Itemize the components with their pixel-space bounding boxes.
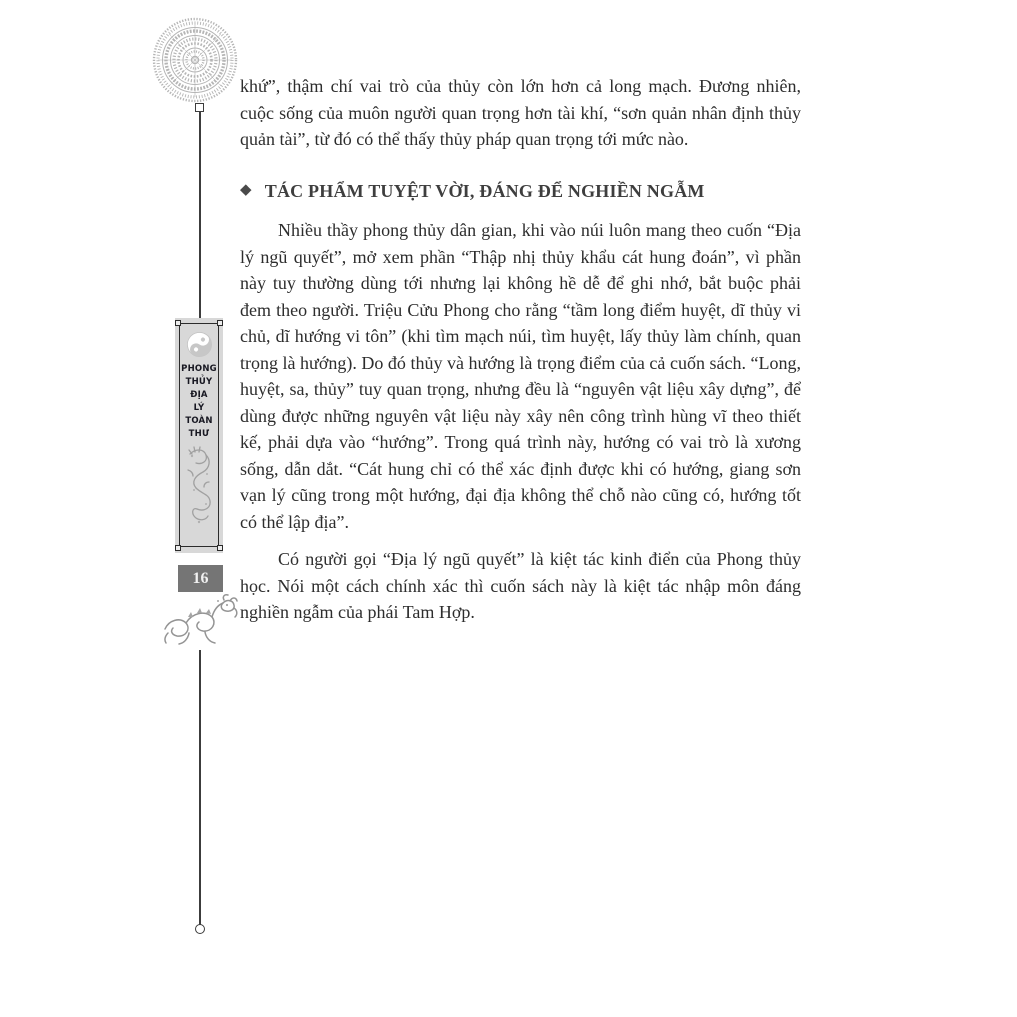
banner-word: THƯ bbox=[188, 429, 210, 439]
banner-corner-icon bbox=[175, 320, 181, 326]
banner-word: PHONG bbox=[181, 364, 217, 374]
banner-corner-icon bbox=[217, 545, 223, 551]
margin-rule-circle-cap bbox=[195, 924, 205, 934]
luopan-compass-emblem-icon bbox=[152, 15, 238, 105]
margin-rule-square-cap bbox=[195, 103, 204, 112]
banner-title-words bbox=[181, 363, 217, 441]
banner-frame bbox=[179, 323, 219, 547]
margin-dragon-icon bbox=[160, 593, 238, 651]
paragraph-continuation: khứ”, thậm chí vai trò của thủy còn lớn hơn cả long mạch. Đương nhiên, cuộc sống của muôn người quan trọng hơn tài khí, “sơn quản nhân định thủy quản tài”, từ đó có thể thấy thủy pháp quan trọng tới mức nào. bbox=[240, 76, 801, 149]
banner-word: ĐỊA bbox=[190, 390, 208, 400]
yin-yang-icon bbox=[186, 331, 213, 358]
banner-corner-icon bbox=[217, 320, 223, 326]
book-title-banner bbox=[175, 318, 223, 553]
page-number-badge bbox=[178, 565, 223, 592]
paragraph: Nhiều thầy phong thủy dân gian, khi vào núi luôn mang theo cuốn “Địa lý ngũ quyết”, mở xem phần “Thập nhị thủy khẩu cát hung đoán”, vì phần này tuy thường dùng tới nhưng lại không hề dễ để ghi nhớ, bắt buộc phải đem theo người. Triệu Cửu Phong cho rằng “tầm long điểm huyệt, dĩ thủy vi chủ, dĩ hướng vi tôn” (khi tìm mạch núi, tìm huyệt, lấy thủy làm chính, quan trọng là hướng). Do đó thủy và hướng là trọng điểm của cả cuốn sách. “Long, huyệt, sa, thủy” tuy quan trọng, nhưng đều là “nguyên vật liệu xây dựng”, để dùng được những nguyên vật liệu này xây nên công trình hùng vĩ theo thiết kế, phải dựa vào “hướng”. Trong quá trình này, hướng có vai trò là xương sống, dẫn dắt. “Cát hung chỉ có thể xác định được khi có hướng, giang sơn vạn lý cũng trong một hướng, đại địa không thể chỗ nào cũng có, hướng tốt có thể lập địa”. bbox=[240, 220, 801, 532]
section-heading-label: TÁC PHẨM TUYỆT VỜI, ĐÁNG ĐỂ NGHIỀN NGẪM bbox=[264, 180, 705, 201]
margin-rule-line-top bbox=[199, 112, 201, 320]
banner-word: LÝ bbox=[193, 403, 205, 413]
page-number: 16 bbox=[192, 569, 209, 587]
section-heading bbox=[240, 178, 801, 205]
margin-rule-line-bottom bbox=[199, 650, 201, 926]
diamond-bullet-icon: ◆ bbox=[240, 182, 252, 199]
paragraph: Có người gọi “Địa lý ngũ quyết” là kiệt tác kinh điển của Phong thủy học. Nói một cách chính xác thì cuốn sách này là kiệt tác nhập môn đáng nghiền ngẫm của phái Tam Hợp. bbox=[240, 549, 801, 622]
banner-word: TOÀN bbox=[185, 416, 213, 426]
article-text-column bbox=[240, 73, 801, 626]
banner-dragon-icon bbox=[182, 444, 216, 530]
banner-corner-icon bbox=[175, 545, 181, 551]
banner-word: THỦY bbox=[185, 377, 213, 387]
